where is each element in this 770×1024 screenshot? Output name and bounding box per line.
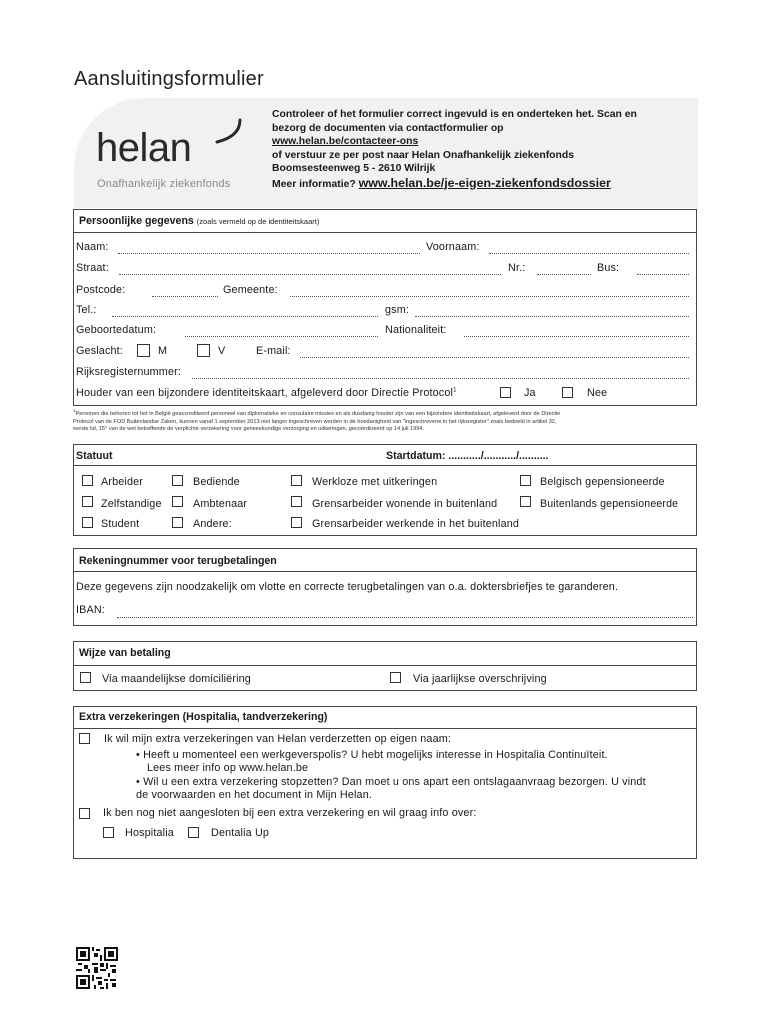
checkbox-bediende[interactable] — [172, 475, 183, 486]
page-title: Aansluitingsformulier — [74, 68, 264, 90]
checkbox-arbeider[interactable] — [82, 475, 93, 486]
info-line: Controleer of het formulier correct ingevuld is en onderteken het. Scan en — [272, 109, 637, 120]
info-text — [272, 108, 692, 191]
voornaam-field[interactable] — [489, 253, 689, 254]
label-nr: Nr.: — [508, 262, 526, 274]
label-m: M — [158, 345, 168, 357]
label-nee: Nee — [587, 387, 608, 399]
gsm-field[interactable] — [415, 316, 689, 317]
qr-code-icon — [76, 947, 118, 989]
email-field[interactable] — [300, 357, 689, 358]
label-v: V — [218, 345, 226, 357]
straat-field[interactable] — [119, 274, 501, 275]
label-hospitalia: Hospitalia — [125, 827, 174, 839]
startdatum: Startdatum: .........../.........../.......... — [386, 450, 549, 462]
label-ambtenaar: Ambtenaar — [193, 498, 248, 510]
info-line: Boomsesteenweg 5 - 2610 Wilrijk — [272, 163, 436, 174]
info-line: bezorg de documenten via contactformulier op — [272, 122, 504, 134]
label-tel: Tel.: — [76, 304, 97, 316]
label-email: E-mail: — [256, 345, 291, 357]
label-belgisch: Belgisch gepensioneerde — [540, 476, 665, 488]
checkbox-student[interactable] — [82, 517, 93, 528]
dossier-link[interactable]: www.helan.be/je-eigen-ziekenfondsdossier — [358, 175, 611, 190]
rekening-heading: Rekeningnummer voor terugbetalingen — [79, 555, 277, 567]
label-postcode: Postcode: — [76, 284, 126, 296]
label-geboortedatum: Geboortedatum: — [76, 324, 157, 336]
divider — [73, 571, 697, 572]
label-iban: IBAN: — [76, 604, 105, 616]
geboortedatum-field[interactable] — [185, 336, 378, 337]
extra-heading: Extra verzekeringen (Hospitalia, tandverzekering) — [79, 711, 328, 723]
divider — [73, 728, 697, 729]
label-domiciliering: Via maandelijkse domiciliëring — [102, 673, 251, 685]
label-arbeider: Arbeider — [101, 476, 144, 488]
label-werkloze: Werkloze met uitkeringen — [312, 476, 438, 488]
checkbox-grens-wonend[interactable] — [291, 496, 302, 507]
checkbox-werkloze[interactable] — [291, 475, 302, 486]
label-houder: Houder van een bijzondere identiteitskaart, afgeleverd door Directie Protocol$^1$ — [76, 387, 457, 399]
label-nationaliteit: Nationaliteit: — [385, 324, 447, 336]
betaling-heading: Wijze van betaling — [79, 647, 171, 659]
checkbox-domiciliering[interactable] — [80, 672, 91, 683]
bullet-1: • Heeft u momenteel een werkgeverspolis? U hebt mogelijks interesse in Hospitalia Continuïteit. — [136, 749, 608, 761]
rekening-text: Deze gegevens zijn noodzakelijk om vlotte en correcte terugbetalingen van o.a. doktersbriefjes te garanderen. — [76, 581, 619, 593]
nr-field[interactable] — [537, 274, 591, 275]
label-naam: Naam: — [76, 241, 109, 253]
label-rijksregister: Rijksregisternummer: — [76, 366, 181, 378]
label-grens-wonend: Grensarbeider wonende in buitenland — [312, 498, 498, 510]
bullet-1-cont: Lees meer info op www.helan.be — [147, 762, 309, 774]
helan-logo: helan — [96, 126, 192, 170]
label-student: Student — [101, 518, 140, 530]
footnote: $^1$Personen die behoren tot het in België geaccrediteerd personeel van diplomatieke en consulaire missies en als dusdanig houder zijn van een bijzondere identiteitskaart, afgeleverd door de Directie Protocol van de FOD Buitenlandse Zaken, kunnen vanaf 1 september 2013 niet langer ingeschreven worden in de hoedanigheid van "ingeschrevene in het rijksregister" zoals bedoeld in artikel 32, eerste lid, 15° van de wet betreffende de verplichte verzekering voor geneeskundige verzorging en uitkeringen, gecoördineerd op 14 juli 1994. — [73, 408, 561, 433]
label-verderzetten: Ik wil mijn extra verzekeringen van Helan verderzetten op eigen naam: — [104, 733, 452, 745]
label-geslacht: Geslacht: — [76, 345, 123, 357]
bullet-2: • Wil u een extra verzekering stopzetten? Dan moet u ons apart een ontslagaanvraag bezorgen. U vindt — [136, 776, 646, 788]
bullet-2-cont: de voorwaarden en het document in Mijn Helan. — [136, 789, 373, 801]
label-niet-aangesloten: Ik ben nog niet aangesloten bij een extra verzekering en wil graag info over: — [103, 807, 477, 819]
checkbox-dentalia[interactable] — [188, 827, 199, 838]
checkbox-zelfstandige[interactable] — [82, 496, 93, 507]
label-bus: Bus: — [597, 262, 620, 274]
label-grens-werkend: Grensarbeider werkende in het buitenland — [312, 518, 520, 530]
label-dentalia: Dentalia Up — [211, 827, 270, 839]
checkbox-nee[interactable] — [562, 387, 573, 398]
rijksregister-field[interactable] — [192, 378, 689, 379]
label-straat: Straat: — [76, 262, 109, 274]
personal-heading: Persoonlijke gegevens (zoals vermeld op de identiteitskaart) — [79, 215, 320, 227]
label-buitenlands: Buitenlands gepensioneerde — [540, 498, 679, 510]
divider — [73, 665, 697, 666]
label-overschrijving: Via jaarlijkse overschrijving — [413, 673, 547, 685]
gemeente-field[interactable] — [290, 296, 689, 297]
contact-link[interactable]: www.helan.be/contacteer-ons — [272, 136, 419, 147]
checkbox-hospitalia[interactable] — [103, 827, 114, 838]
label-zelfstandige: Zelfstandige — [101, 498, 162, 510]
divider — [73, 232, 697, 233]
divider — [73, 465, 697, 466]
checkbox-ambtenaar[interactable] — [172, 496, 183, 507]
naam-field[interactable] — [118, 253, 420, 254]
statuut-heading: Statuut — [76, 450, 113, 462]
postcode-field[interactable] — [152, 296, 218, 297]
label-bediende: Bediende — [193, 476, 240, 488]
checkbox-grens-werkend[interactable] — [291, 517, 302, 528]
checkbox-v[interactable] — [197, 344, 210, 357]
checkbox-verderzetten[interactable] — [79, 733, 90, 744]
logo-subtitle: Onafhankelijk ziekenfonds — [97, 178, 231, 190]
checkbox-niet-aangesloten[interactable] — [79, 808, 90, 819]
checkbox-andere[interactable] — [172, 517, 183, 528]
checkbox-m[interactable] — [137, 344, 150, 357]
info-line: of verstuur ze per post naar Helan Onafhankelijk ziekenfonds — [272, 149, 574, 161]
checkbox-buitenlands[interactable] — [520, 496, 531, 507]
checkbox-ja[interactable] — [500, 387, 511, 398]
bus-field[interactable] — [637, 274, 689, 275]
label-gemeente: Gemeente: — [223, 284, 278, 296]
bullet-dot: • — [136, 776, 140, 788]
logo-swoosh-icon — [207, 116, 247, 160]
more-info-label: Meer informatie? — [272, 178, 356, 190]
checkbox-belgisch[interactable] — [520, 475, 531, 486]
checkbox-overschrijving[interactable] — [390, 672, 401, 683]
tel-field[interactable] — [112, 316, 378, 317]
iban-field[interactable] — [117, 617, 693, 618]
bullet-dot: • — [136, 749, 140, 761]
label-voornaam: Voornaam: — [426, 241, 480, 253]
nationaliteit-field[interactable] — [464, 336, 689, 337]
label-andere: Andere: — [193, 518, 232, 530]
label-ja: Ja — [524, 387, 536, 399]
label-gsm: gsm: — [385, 304, 409, 316]
